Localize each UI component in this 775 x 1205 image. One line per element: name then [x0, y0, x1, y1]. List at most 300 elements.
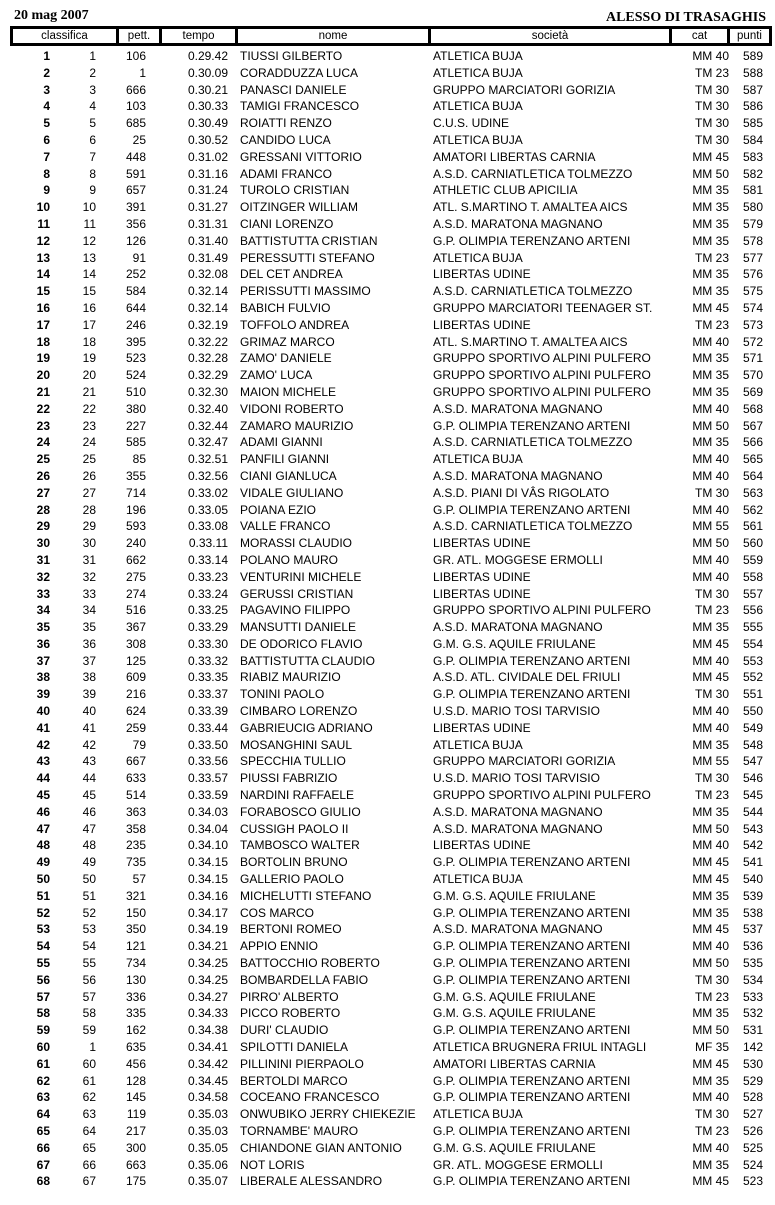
cell-societa: A.S.D. MARATONA MAGNANO	[433, 468, 603, 483]
cell-societa: GRUPPO SPORTIVO ALPINI PULFERO	[433, 384, 651, 399]
cell-societa: GR. ATL. MOGGESE ERMOLLI	[433, 552, 603, 567]
cell-punti: 547	[742, 754, 763, 769]
cell-categoria: MF 35	[694, 1040, 729, 1055]
cell-ordine: 20	[82, 368, 96, 383]
cell-categoria: MM 45	[692, 636, 729, 651]
cell-tempo: 0.34.10	[187, 838, 228, 853]
cell-societa: ATHLETIC CLUB APICILIA	[433, 183, 578, 198]
cell-pettorale: 217	[125, 1124, 146, 1138]
cell-tempo: 0.34.04	[187, 821, 228, 836]
cell-ordine: 23	[82, 418, 96, 433]
cell-pettorale: 162	[125, 1023, 146, 1038]
cell-ordine: 42	[82, 737, 96, 752]
cell-tempo: 0.33.50	[187, 737, 228, 752]
cell-nome: BATTOCCHIO ROBERTO	[240, 956, 380, 971]
cell-societa: A.S.D. MARATONA MAGNANO	[433, 804, 603, 819]
cell-categoria: TM 30	[694, 586, 729, 601]
results-table	[10, 48, 772, 1190]
cell-nome: GALLERIO PAOLO	[240, 872, 344, 887]
cell-punti: 568	[742, 401, 763, 416]
table-row	[10, 367, 772, 384]
cell-nome: MOSANGHINI SAUL	[240, 737, 353, 752]
cell-ordine: 1	[89, 1040, 96, 1055]
cell-punti: 556	[742, 603, 763, 618]
cell-categoria: TM 30	[694, 116, 729, 131]
cell-classifica: 20	[36, 368, 50, 383]
cell-ordine: 24	[82, 435, 96, 450]
cell-nome: BERTOLDI MARCO	[240, 1073, 348, 1088]
cell-societa: A.S.D. CARNIATLETICA TOLMEZZO	[433, 284, 633, 299]
cell-pettorale: 126	[125, 233, 146, 248]
cell-nome: VENTURINI MICHELE	[240, 569, 362, 584]
cell-classifica: 1	[43, 49, 50, 63]
cell-ordine: 16	[82, 300, 96, 315]
cell-classifica: 61	[36, 1056, 50, 1071]
cell-classifica: 7	[43, 149, 50, 164]
cell-societa: U.S.D. MARIO TOSI TARVISIO	[433, 771, 600, 786]
cell-punti: 569	[742, 384, 763, 399]
cell-classifica: 27	[36, 485, 50, 500]
cell-ordine: 31	[82, 552, 96, 567]
cell-punti: 564	[742, 468, 763, 483]
table-row	[10, 753, 772, 770]
cell-tempo: 0.34.15	[187, 872, 228, 887]
cell-societa: A.S.D. MARATONA MAGNANO	[433, 216, 603, 231]
cell-tempo: 0.33.30	[187, 636, 228, 651]
cell-tempo: 0.32.08	[187, 267, 228, 282]
cell-societa: ATLETICA BUJA	[433, 132, 523, 147]
cell-nome: ZAMO' DANIELE	[240, 351, 332, 366]
table-row	[10, 636, 772, 653]
cell-nome: MORASSI CLAUDIO	[240, 536, 353, 551]
cell-classifica: 23	[36, 418, 50, 433]
cell-tempo: 0.33.24	[187, 586, 228, 601]
cell-classifica: 24	[36, 435, 50, 450]
cell-tempo: 0.31.02	[187, 149, 228, 164]
cell-societa: GRUPPO MARCIATORI GORIZIA	[433, 754, 616, 769]
cell-ordine: 4	[89, 99, 96, 114]
cell-categoria: MM 40	[692, 939, 729, 954]
cell-tempo: 0.34.19	[187, 922, 228, 937]
cell-punti: 573	[742, 317, 763, 332]
cell-pettorale: 335	[125, 1006, 146, 1021]
cell-societa: A.S.D. CARNIATLETICA TOLMEZZO	[433, 435, 633, 450]
cell-tempo: 0.34.21	[187, 939, 228, 954]
cell-societa: G.P. OLIMPIA TERENZANO ARTENI	[433, 1023, 631, 1038]
cell-punti: 548	[742, 737, 763, 752]
column-header-nome: nome	[238, 29, 428, 43]
cell-tempo: 0.32.40	[187, 401, 228, 416]
cell-societa: ATLETICA BUJA	[433, 99, 523, 114]
cell-nome: FORABOSCO GIULIO	[240, 804, 361, 819]
cell-categoria: MM 40	[692, 552, 729, 567]
cell-categoria: MM 45	[692, 300, 729, 315]
cell-classifica: 2	[43, 65, 50, 80]
table-row	[10, 518, 772, 535]
cell-classifica: 8	[43, 166, 50, 181]
column-header-pett: pett.	[119, 29, 159, 43]
cell-classifica: 35	[36, 620, 50, 635]
cell-punti: 544	[742, 804, 763, 819]
table-row	[10, 871, 772, 888]
cell-punti: 587	[742, 82, 763, 97]
cell-punti: 531	[742, 1023, 763, 1038]
cell-categoria: MM 50	[692, 536, 729, 551]
cell-societa: U.S.D. MARIO TOSI TARVISIO	[433, 704, 600, 719]
cell-societa: G.M. G.S. AQUILE FRIULANE	[433, 888, 596, 903]
cell-pettorale: 585	[125, 435, 146, 450]
cell-pettorale: 448	[125, 149, 146, 164]
cell-tempo: 0.33.23	[187, 569, 228, 584]
cell-societa: AMATORI LIBERTAS CARNIA	[433, 149, 596, 164]
cell-pettorale: 121	[125, 939, 146, 954]
cell-punti: 580	[742, 200, 763, 215]
cell-punti: 545	[742, 788, 763, 803]
cell-classifica: 31	[36, 552, 50, 567]
cell-societa: G.P. OLIMPIA TERENZANO ARTENI	[433, 1090, 631, 1105]
cell-punti: 549	[742, 720, 763, 735]
cell-nome: GABRIEUCIG ADRIANO	[240, 720, 373, 735]
table-row	[10, 703, 772, 720]
cell-punti: 582	[742, 166, 763, 181]
cell-ordine: 12	[82, 233, 96, 248]
cell-societa: ATLETICA BUJA	[433, 872, 523, 887]
cell-pettorale: 275	[125, 569, 146, 584]
cell-classifica: 32	[36, 569, 50, 584]
cell-categoria: MM 35	[692, 384, 729, 399]
cell-societa: ATLETICA BUJA	[433, 1107, 523, 1122]
cell-tempo: 0.32.28	[187, 351, 228, 366]
cell-pettorale: 128	[125, 1073, 146, 1088]
table-row	[10, 149, 772, 166]
cell-tempo: 0.31.31	[187, 216, 228, 231]
cell-ordine: 57	[82, 989, 96, 1004]
cell-classifica: 15	[36, 284, 50, 299]
table-row	[10, 586, 772, 603]
cell-classifica: 22	[36, 401, 50, 416]
cell-classifica: 6	[43, 132, 50, 147]
cell-ordine: 46	[82, 804, 96, 819]
cell-pettorale: 685	[125, 116, 146, 131]
cell-classifica: 34	[36, 603, 50, 618]
cell-ordine: 34	[82, 603, 96, 618]
cell-pettorale: 667	[125, 754, 146, 769]
race-date: 20 mag 2007	[14, 8, 89, 23]
cell-nome: TAMIGI FRANCESCO	[240, 99, 360, 114]
cell-pettorale: 274	[125, 586, 146, 601]
table-row	[10, 434, 772, 451]
cell-classifica: 68	[36, 1174, 50, 1189]
cell-categoria: MM 35	[692, 200, 729, 215]
cell-classifica: 59	[36, 1023, 50, 1038]
cell-pettorale: 227	[125, 418, 146, 433]
cell-categoria: MM 35	[692, 737, 729, 752]
cell-tempo: 0.33.44	[187, 720, 228, 735]
cell-punti: 541	[742, 855, 763, 870]
column-header-punti: punti	[730, 29, 769, 43]
cell-pettorale: 714	[125, 485, 146, 500]
cell-punti: 551	[742, 687, 763, 702]
cell-pettorale: 380	[125, 401, 146, 416]
cell-pettorale: 119	[126, 1107, 146, 1122]
cell-nome: TUROLO CRISTIAN	[240, 183, 350, 198]
cell-tempo: 0.33.32	[187, 653, 228, 668]
cell-societa: G.P. OLIMPIA TERENZANO ARTENI	[433, 1073, 631, 1088]
cell-categoria: TM 23	[694, 603, 729, 618]
cell-pettorale: 1	[139, 65, 146, 80]
cell-pettorale: 735	[125, 855, 146, 870]
cell-nome: BORTOLIN BRUNO	[240, 855, 348, 870]
table-row	[10, 132, 772, 149]
cell-nome: NARDINI RAFFAELE	[240, 788, 355, 803]
cell-nome: BATTISTUTTA CLAUDIO	[240, 653, 375, 668]
cell-punti: 538	[742, 905, 763, 920]
cell-punti: 557	[742, 586, 763, 601]
table-row	[10, 334, 772, 351]
cell-punti: 567	[742, 418, 763, 433]
cell-categoria: MM 35	[692, 435, 729, 450]
cell-ordine: 2	[89, 65, 96, 80]
table-row	[10, 1089, 772, 1106]
cell-categoria: TM 30	[694, 99, 729, 114]
cell-pettorale: 395	[125, 334, 146, 349]
cell-pettorale: 336	[125, 989, 146, 1004]
table-row	[10, 821, 772, 838]
cell-punti: 534	[742, 972, 763, 987]
cell-societa: GRUPPO SPORTIVO ALPINI PULFERO	[433, 351, 651, 366]
cell-ordine: 59	[82, 1023, 96, 1038]
cell-classifica: 44	[36, 771, 50, 786]
cell-ordine: 26	[82, 468, 96, 483]
cell-tempo: 0.33.37	[187, 687, 228, 702]
cell-ordine: 41	[82, 720, 96, 735]
cell-punti: 570	[742, 368, 763, 383]
cell-categoria: MM 35	[692, 1073, 729, 1088]
table-row	[10, 384, 772, 401]
cell-pettorale: 79	[132, 737, 146, 752]
cell-nome: ZAMO' LUCA	[240, 368, 313, 383]
cell-punti: 571	[742, 351, 763, 366]
cell-societa: G.P. OLIMPIA TERENZANO ARTENI	[433, 653, 631, 668]
cell-classifica: 9	[43, 183, 50, 198]
cell-punti: 550	[742, 704, 763, 719]
cell-nome: PANASCI DANIELE	[240, 82, 347, 97]
cell-ordine: 47	[82, 821, 96, 836]
cell-nome: PERESSUTTI STEFANO	[240, 250, 375, 265]
cell-pettorale: 125	[125, 653, 146, 668]
cell-tempo: 0.34.25	[187, 956, 228, 971]
cell-punti: 561	[742, 519, 763, 534]
cell-nome: BATTISTUTTA CRISTIAN	[240, 233, 378, 248]
cell-ordine: 15	[82, 284, 96, 299]
cell-pettorale: 252	[125, 267, 146, 282]
cell-classifica: 39	[36, 687, 50, 702]
cell-punti: 565	[742, 452, 763, 467]
table-row	[10, 182, 772, 199]
cell-classifica: 65	[36, 1124, 50, 1138]
cell-pettorale: 259	[125, 720, 146, 735]
cell-classifica: 48	[36, 838, 50, 853]
cell-tempo: 0.35.07	[187, 1174, 228, 1189]
cell-ordine: 48	[82, 838, 96, 853]
cell-punti: 523	[742, 1174, 763, 1189]
cell-categoria: TM 30	[694, 485, 729, 500]
cell-nome: GRESSANI VITTORIO	[240, 149, 362, 164]
cell-ordine: 54	[82, 939, 96, 954]
cell-ordine: 36	[82, 636, 96, 651]
cell-nome: CUSSIGH PAOLO II	[240, 821, 349, 836]
cell-classifica: 5	[43, 116, 50, 131]
cell-societa: GRUPPO SPORTIVO ALPINI PULFERO	[433, 788, 651, 803]
cell-punti: 581	[742, 183, 763, 198]
cell-categoria: TM 23	[694, 1124, 729, 1138]
cell-nome: CORADDUZZA LUCA	[240, 65, 359, 80]
cell-tempo: 0.34.42	[187, 1056, 228, 1071]
cell-categoria: MM 40	[692, 720, 729, 735]
cell-categoria: MM 35	[692, 1157, 729, 1172]
cell-nome: TAMBOSCO WALTER	[240, 838, 360, 853]
cell-ordine: 40	[82, 704, 96, 719]
cell-pettorale: 235	[125, 838, 146, 853]
cell-pettorale: 609	[125, 670, 146, 685]
cell-punti: 563	[742, 485, 763, 500]
cell-pettorale: 350	[125, 922, 146, 937]
cell-punti: 533	[742, 989, 763, 1004]
cell-classifica: 58	[36, 1006, 50, 1021]
cell-punti: 552	[742, 670, 763, 685]
cell-nome: PERISSUTTI MASSIMO	[240, 284, 371, 299]
cell-societa: LIBERTAS UDINE	[433, 267, 531, 282]
cell-categoria: MM 35	[692, 351, 729, 366]
table-row	[10, 1106, 772, 1123]
cell-punti: 546	[742, 771, 763, 786]
table-row	[10, 283, 772, 300]
cell-tempo: 0.33.57	[187, 771, 228, 786]
column-header-cat: cat	[672, 29, 727, 43]
cell-ordine: 21	[82, 384, 96, 399]
cell-societa: G.P. OLIMPIA TERENZANO ARTENI	[433, 233, 631, 248]
cell-tempo: 0.32.47	[187, 435, 228, 450]
cell-tempo: 0.31.16	[187, 166, 228, 181]
cell-ordine: 3	[89, 82, 96, 97]
cell-punti: 536	[742, 939, 763, 954]
cell-categoria: MM 45	[692, 670, 729, 685]
cell-punti: 524	[742, 1157, 763, 1172]
cell-categoria: TM 23	[694, 788, 729, 803]
cell-classifica: 50	[36, 872, 50, 887]
cell-nome: COS MARCO	[240, 905, 315, 920]
cell-tempo: 0.31.27	[187, 200, 228, 215]
cell-ordine: 22	[82, 401, 96, 416]
cell-ordine: 13	[82, 250, 96, 265]
cell-ordine: 1	[89, 49, 96, 63]
cell-pettorale: 391	[125, 200, 146, 215]
cell-societa: A.S.D. MARATONA MAGNANO	[433, 922, 603, 937]
table-row	[10, 468, 772, 485]
cell-tempo: 0.33.59	[187, 788, 228, 803]
cell-punti: 539	[742, 888, 763, 903]
cell-societa: A.S.D. MARATONA MAGNANO	[433, 821, 603, 836]
cell-punti: 578	[742, 233, 763, 248]
cell-societa: A.S.D. CARNIATLETICA TOLMEZZO	[433, 519, 633, 534]
cell-nome: MICHELUTTI STEFANO	[240, 888, 372, 903]
cell-classifica: 16	[36, 300, 50, 315]
cell-tempo: 0.32.22	[187, 334, 228, 349]
cell-pettorale: 363	[125, 804, 146, 819]
cell-ordine: 8	[89, 166, 96, 181]
cell-tempo: 0.34.25	[187, 972, 228, 987]
cell-pettorale: 514	[125, 788, 146, 803]
cell-tempo: 0.34.38	[187, 1023, 228, 1038]
cell-categoria: MM 35	[692, 368, 729, 383]
cell-tempo: 0.32.14	[187, 300, 228, 315]
cell-punti: 535	[742, 956, 763, 971]
cell-tempo: 0.31.49	[187, 250, 228, 265]
cell-nome: TIUSSI GILBERTO	[240, 49, 343, 63]
cell-pettorale: 367	[125, 620, 146, 635]
table-row	[10, 401, 772, 418]
cell-classifica: 55	[36, 956, 50, 971]
cell-societa: GRUPPO SPORTIVO ALPINI PULFERO	[433, 603, 651, 618]
cell-classifica: 11	[37, 216, 50, 231]
cell-nome: DEL CET ANDREA	[240, 267, 343, 282]
cell-punti: 574	[742, 300, 763, 315]
cell-tempo: 0.32.56	[187, 468, 228, 483]
cell-tempo: 0.30.21	[187, 82, 228, 97]
table-row	[10, 65, 772, 82]
cell-pettorale: 145	[125, 1090, 146, 1105]
table-row	[10, 115, 772, 132]
cell-nome: MANSUTTI DANIELE	[240, 620, 357, 635]
cell-ordine: 29	[82, 519, 96, 534]
cell-societa: G.M. G.S. AQUILE FRIULANE	[433, 636, 596, 651]
cell-punti: 583	[742, 149, 763, 164]
cell-categoria: MM 45	[692, 1174, 729, 1189]
cell-punti: 585	[742, 116, 763, 131]
table-row	[10, 552, 772, 569]
cell-classifica: 26	[36, 468, 50, 483]
cell-nome: POLANO MAURO	[240, 552, 339, 567]
cell-societa: ATLETICA BUJA	[433, 49, 523, 63]
cell-pettorale: 175	[125, 1174, 146, 1189]
cell-nome: GRIMAZ MARCO	[240, 334, 335, 349]
cell-pettorale: 246	[125, 317, 146, 332]
cell-categoria: MM 50	[692, 821, 729, 836]
cell-classifica: 41	[36, 720, 50, 735]
table-row	[10, 888, 772, 905]
cell-societa: G.P. OLIMPIA TERENZANO ARTENI	[433, 939, 631, 954]
cell-societa: GRUPPO MARCIATORI TEENAGER ST.	[433, 300, 653, 315]
cell-tempo: 0.34.33	[187, 1006, 228, 1021]
cell-categoria: MM 50	[692, 418, 729, 433]
table-row	[10, 216, 772, 233]
cell-punti: 542	[742, 838, 763, 853]
cell-societa: ATLETICA BUJA	[433, 452, 523, 467]
cell-nome: TOFFOLO ANDREA	[240, 317, 350, 332]
cell-societa: ATLETICA BUJA	[433, 250, 523, 265]
cell-classifica: 14	[36, 267, 50, 282]
cell-societa: G.P. OLIMPIA TERENZANO ARTENI	[433, 1124, 631, 1138]
cell-pettorale: 516	[125, 603, 146, 618]
cell-pettorale: 657	[125, 183, 146, 198]
cell-tempo: 0.33.08	[187, 519, 228, 534]
cell-ordine: 63	[82, 1107, 96, 1122]
cell-nome: ZAMARO MAURIZIO	[240, 418, 354, 433]
cell-pettorale: 216	[125, 687, 146, 702]
cell-punti: 560	[742, 536, 763, 551]
cell-nome: DURI' CLAUDIO	[240, 1023, 329, 1038]
cell-tempo: 0.33.39	[187, 704, 228, 719]
